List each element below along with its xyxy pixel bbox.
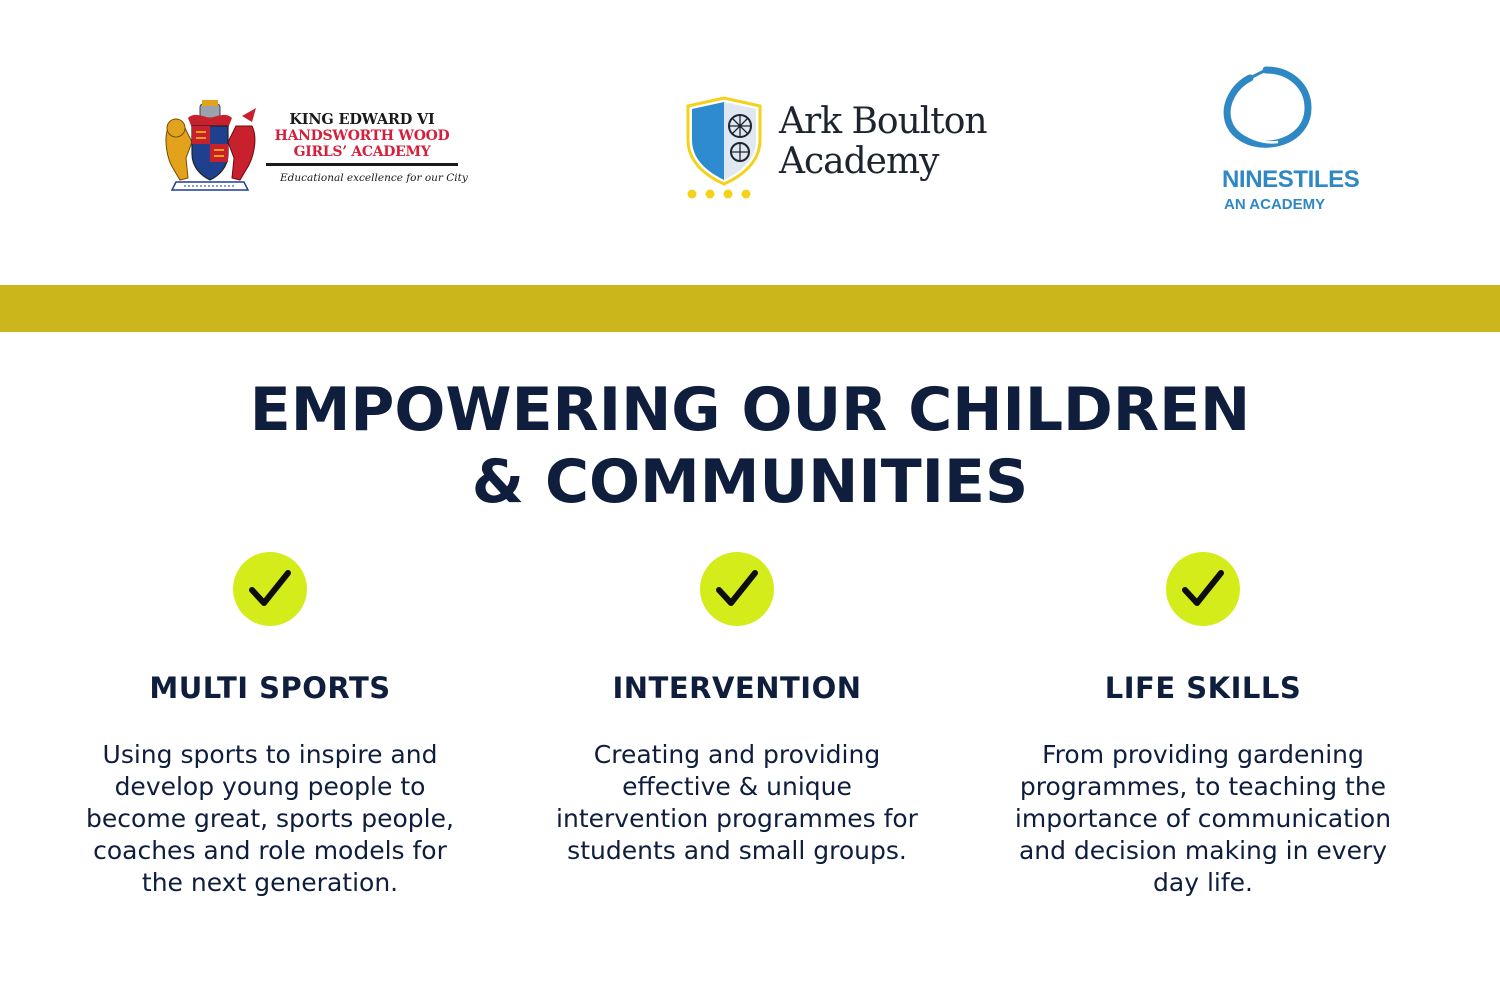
- feature-title: MULTI SPORTS: [149, 671, 391, 705]
- king-edward-tagline: Educational excellence for our City: [280, 172, 468, 184]
- king-edward-crest-icon: [162, 98, 258, 196]
- feature-title: LIFE SKILLS: [1104, 671, 1302, 705]
- ninestiles-ring-icon: [1220, 64, 1312, 174]
- divider-band: [0, 285, 1500, 332]
- check-circle-icon: [1165, 551, 1241, 627]
- king-edward-wordmark: [262, 111, 468, 184]
- check-circle-icon: [232, 551, 308, 627]
- feature-description: From providing gardening programmes, to teaching the importance of communication and decision making in every day life.: [1014, 740, 1392, 897]
- feature-life-skills: [993, 551, 1413, 899]
- headline-line-1: EMPOWERING OUR CHILDREN: [249, 375, 1251, 445]
- ark-boulton-name: Ark Boulton: [779, 101, 987, 142]
- king-edward-school: HANDSWORTH WOOD: [274, 128, 450, 144]
- ninestiles-logo: [1218, 64, 1378, 218]
- ark-boulton-shield-icon: [684, 96, 764, 204]
- king-edward-academy: GIRLS’ ACADEMY: [293, 144, 431, 160]
- king-edward-divider: [266, 163, 458, 166]
- check-circle-icon: [699, 551, 775, 627]
- ninestiles-subtitle: AN ACADEMY: [1224, 196, 1326, 213]
- headline-line-2: & COMMUNITIES: [471, 447, 1029, 517]
- feature-description: Creating and providing effective & unique intervention programmes for students and small groups.: [556, 740, 918, 865]
- feature-title: INTERVENTION: [612, 671, 862, 705]
- king-edward-logo: [162, 98, 468, 198]
- feature-intervention: [527, 551, 947, 867]
- ark-boulton-logo: [684, 96, 994, 204]
- king-edward-name: KING EDWARD VI: [289, 111, 435, 128]
- feature-description: Using sports to inspire and develop young people to become great, sports people, coaches and role models for the next generation.: [86, 740, 454, 897]
- ark-boulton-academy: Academy: [779, 141, 939, 182]
- ninestiles-name: NINESTILES: [1222, 166, 1360, 193]
- feature-multi-sports: [60, 551, 480, 899]
- page-headline: [0, 374, 1500, 518]
- ark-boulton-wordmark: [779, 102, 987, 182]
